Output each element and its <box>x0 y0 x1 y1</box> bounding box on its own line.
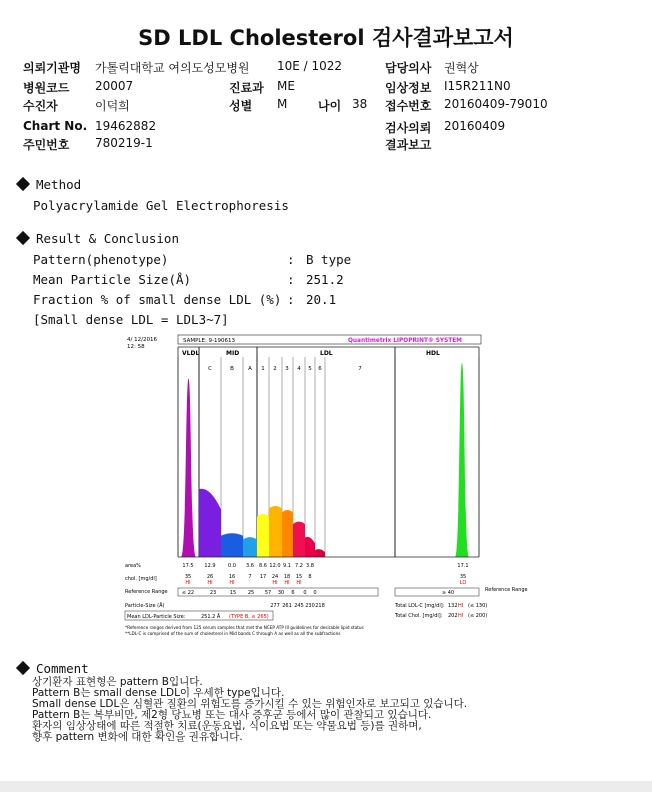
pattern-label: Pattern(phenotype) <box>33 252 169 267</box>
particle-size-cell: 245 <box>294 603 304 609</box>
total-ldl-ref: (≤ 130) <box>468 603 488 609</box>
band-label-7: 7 <box>358 366 362 372</box>
comment-body <box>32 677 467 743</box>
chart-no-label: Chart No. <box>23 119 88 133</box>
ref-range-cell: 0 <box>303 590 307 596</box>
id-label: 주민번호 <box>23 138 70 152</box>
area-pct-cell: 8.6 <box>259 563 267 569</box>
total-ldl-value: 132 <box>448 603 458 609</box>
footnote-1: *Reference ranges derived from 125 serum samples that met the NCEP ATP III guidelines for desirable lipid status <box>125 625 364 630</box>
receipt-value: 20160409-79010 <box>444 97 548 111</box>
ldl3-area <box>282 510 293 557</box>
particle-size-label: Mean Particle Size(Å) <box>33 272 192 287</box>
sd-ldl-note: [Small dense LDL = LDL3~7] <box>33 312 229 327</box>
chart-brand: Quantimetrix LIPOPRINT® SYSTEM <box>348 338 462 344</box>
row-label-ref: Reference Range <box>125 589 168 595</box>
comment-line: 향후 pattern 변화에 대한 확인을 권유합니다. <box>32 731 243 743</box>
area-pct-cell: 0.0 <box>228 563 236 569</box>
band-label-5: 5 <box>308 366 312 372</box>
ref-range-cell: 6 <box>291 590 295 596</box>
particle-size-cell: 261 <box>282 603 292 609</box>
band-label-1: 1 <box>261 366 265 372</box>
ref-range-cell: ≥ 40 <box>441 590 455 596</box>
sex-label: 성별 <box>229 99 253 113</box>
particle-size-cell: 277 <box>270 603 280 609</box>
chol-flag-cell: HI <box>229 580 235 586</box>
chol-flag-cell: LO <box>459 580 467 586</box>
report-label: 결과보고 <box>385 138 432 152</box>
ref-range-cell: 30 <box>277 590 285 596</box>
request-value: 20160409 <box>444 119 506 133</box>
band-label-2: 2 <box>273 366 277 372</box>
total-chol-value: 202 <box>448 613 458 619</box>
particle-size-cell: 230 <box>305 603 315 609</box>
result-heading: Result & Conclusion <box>14 231 179 246</box>
comment-line: 환자의 임상상태에 따른 적절한 치료(운동요법, 식이요법 또는 약물요법 등)를 권하며, <box>32 720 422 732</box>
chol-cell: 16 <box>228 574 236 580</box>
dept-label: 진료과 <box>229 81 264 95</box>
ref-range-cell: 57 <box>264 590 272 596</box>
band-label-C: C <box>208 366 212 372</box>
comment-line: Pattern B는 복부비만, 제2형 당뇨병 또는 대사 증후군 등에서 많이 관찰되고 있습니다. <box>32 709 432 721</box>
chol-cell: 24 <box>271 574 279 580</box>
chol-cell: 8 <box>308 574 312 580</box>
total-chol-label: Total Chol. [mg/dl]: <box>395 613 443 619</box>
area-pct-cell: 3.6 <box>246 563 254 569</box>
lipoprint-chart <box>123 333 528 647</box>
hospital-code-label: 병원코드 <box>23 81 70 95</box>
area-pct-cell: 12.9 <box>204 563 216 569</box>
patient-label: 수진자 <box>23 99 58 113</box>
mean-size-label: Mean LDL-Particle Size: <box>127 614 186 620</box>
id-value: 780219-1 <box>95 136 153 150</box>
chol-cell: 7 <box>248 574 252 580</box>
particle-size-value: 251.2 <box>306 272 344 287</box>
band-label-B: B <box>230 366 234 372</box>
comment-line: 상기환자 표현형은 pattern B입니다. <box>32 676 203 688</box>
chol-cell: 15 <box>295 574 303 580</box>
mean-size-value: 251.2 Å <box>201 614 221 620</box>
report-title: SD LDL Cholesterol 검사결과보고서 <box>138 26 514 50</box>
band-label-A: A <box>248 366 252 372</box>
group-ldl: LDL <box>320 350 333 357</box>
particle-size-cell: 218 <box>315 603 325 609</box>
age-value: 38 <box>352 97 368 111</box>
total-chol-flag: HI <box>458 613 464 619</box>
area-pct-cell: 12.0 <box>269 563 281 569</box>
pattern-value: B type <box>306 252 352 267</box>
age-label: 나이 <box>318 99 342 113</box>
band-label-6: 6 <box>318 366 322 372</box>
band-label-3: 3 <box>285 366 289 372</box>
chol-flag-cell: HI <box>207 580 213 586</box>
mean-size-type: (TYPE B, ≤ 265) <box>229 614 269 620</box>
fraction-sep: : <box>287 292 295 307</box>
mid-a-area <box>243 537 257 557</box>
ward-value: 10E / 1022 <box>277 59 343 73</box>
area-pct-cell: 9.1 <box>283 563 291 569</box>
fraction-label: Fraction % of small dense LDL (%) <box>33 292 282 307</box>
area-pct-cell: 17.5 <box>182 563 194 569</box>
ldl4-area <box>293 522 305 557</box>
area-pct-cell: 3.8 <box>306 563 314 569</box>
area-pct-cell: 7.2 <box>295 563 303 569</box>
receipt-label: 접수번호 <box>385 99 432 113</box>
bullet-diamond-icon <box>16 661 30 675</box>
footnote-2: **LDL-C is comprised of the sum of cholesterol in Mid bands C through A as well as all the subfractions <box>125 631 341 636</box>
chol-cell: 35 <box>184 574 192 580</box>
clinical-value: I15R211N0 <box>444 79 511 93</box>
chol-cell: 18 <box>283 574 291 580</box>
chart-sample: SAMPLE: 9-190613 <box>183 338 236 344</box>
row-label-size: Particle-Size (Å) <box>125 603 165 609</box>
chol-cell: 26 <box>206 574 214 580</box>
method-text: Polyacrylamide Gel Electrophoresis <box>33 198 289 213</box>
comment-heading: Comment <box>14 661 89 676</box>
total-ldl-flag: HI <box>458 603 464 609</box>
pattern-sep: : <box>287 252 295 267</box>
ref-range-right-label: Reference Range <box>485 587 528 593</box>
fraction-value: 20.1 <box>306 292 337 307</box>
ldl1-area <box>257 514 269 557</box>
ref-range-cell: 23 <box>209 590 217 596</box>
particle-size-sep: : <box>287 272 295 287</box>
patient-value: 이덕희 <box>95 99 130 113</box>
comment-line: Pattern B는 small dense LDL이 우세한 type입니다. <box>32 687 285 699</box>
group-hdl: HDL <box>426 350 440 357</box>
band-label-4: 4 <box>297 366 301 372</box>
chart-time: 12: 58 <box>127 344 145 350</box>
chart-no-value: 19462882 <box>95 119 157 133</box>
chol-flag-cell: HI <box>185 580 191 586</box>
bullet-diamond-icon <box>16 177 30 191</box>
chol-flag-cell: HI <box>284 580 290 586</box>
mid-b-area <box>221 533 243 557</box>
institution-value: 가톨릭대학교 여의도성모병원 <box>95 61 250 75</box>
row-label-area: area% <box>125 563 141 569</box>
ref-range-cell: ≤ 22 <box>181 590 195 596</box>
total-ldl-label: Total LDL-C [mg/dl]: <box>395 603 445 609</box>
method-heading: Method <box>14 177 81 192</box>
chart-date: 4/ 12/2016 <box>127 337 157 343</box>
row-label-chol: chol. [mg/dl] <box>125 576 157 582</box>
clinical-label: 임상정보 <box>385 81 432 95</box>
chol-flag-cell: HI <box>272 580 278 586</box>
doctor-label: 담당의사 <box>385 61 432 75</box>
sex-value: M <box>277 97 288 111</box>
chol-flag-cell: HI <box>296 580 302 586</box>
dept-value: ME <box>277 79 295 93</box>
group-vldl: VLDL <box>182 350 200 357</box>
total-chol-ref: (≤ 200) <box>468 613 488 619</box>
group-mid: MID <box>226 350 240 357</box>
comment-line: Small dense LDL은 심혈관 질환의 위험도를 증가시킬 수 있는 위험인자로 보고되고 있습니다. <box>32 698 468 710</box>
area-pct-cell: 17.1 <box>457 563 469 569</box>
hospital-code-value: 20007 <box>95 79 134 93</box>
bullet-diamond-icon <box>16 231 30 245</box>
chol-cell: 17 <box>259 574 267 580</box>
ref-range-cell: 0 <box>313 590 317 596</box>
request-label: 검사의뢰 <box>385 121 432 135</box>
chol-cell: 35 <box>459 574 467 580</box>
footer-bar <box>0 781 652 792</box>
institution-label: 의뢰기관명 <box>23 61 81 75</box>
ref-range-cell: 15 <box>229 590 237 596</box>
doctor-value: 권혁상 <box>444 61 479 75</box>
ldl2-area <box>269 506 282 557</box>
ref-range-cell: 25 <box>247 590 255 596</box>
